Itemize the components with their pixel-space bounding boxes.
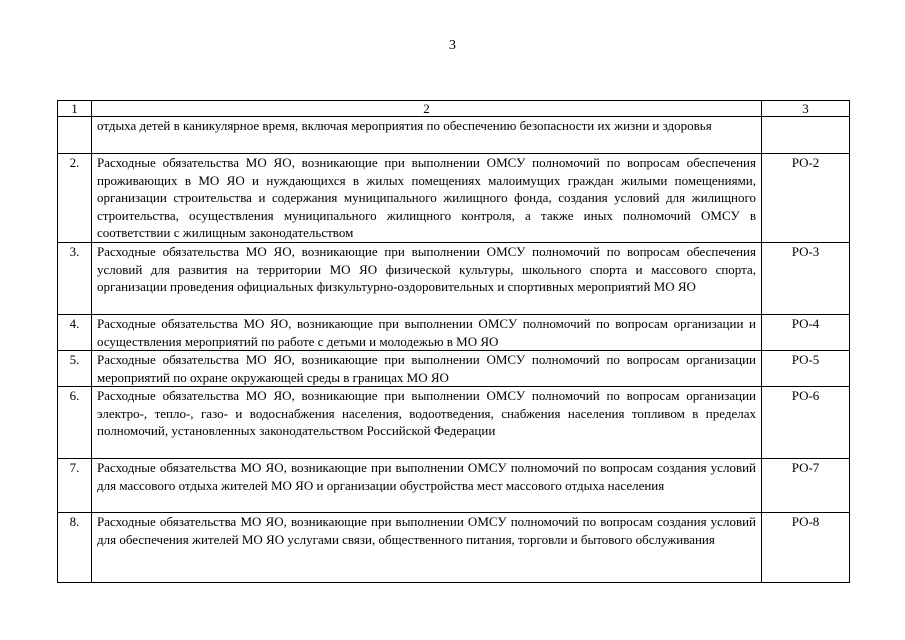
row-code bbox=[762, 117, 850, 154]
table-row bbox=[58, 117, 850, 154]
row-description: Расходные обязательства МО ЯО, возникающие при выполнении ОМСУ полномочий по вопросам создания условий для обеспечения жителей МО ЯО услугами связи, общественного питания, торговли и бытового обслуживания bbox=[92, 513, 762, 583]
row-number bbox=[58, 117, 92, 154]
row-description: отдыха детей в каникулярное время, включая мероприятия по обеспечению безопасности их жизни и здоровья bbox=[92, 117, 762, 154]
row-description: Расходные обязательства МО ЯО, возникающие при выполнении ОМСУ полномочий по вопросам организации электро-, тепло-, газо- и водоснабжения населения, водоотведения, снабжения населения топливом в пределах полномочий, установленных законодательством Российской Федерации bbox=[92, 387, 762, 459]
header-cell-description: 2 bbox=[92, 101, 762, 117]
row-description: Расходные обязательства МО ЯО, возникающие при выполнении ОМСУ полномочий по вопросам организации и осуществления мероприятий по работе с детьми и молодежью в МО ЯО bbox=[92, 315, 762, 351]
table-row bbox=[58, 351, 850, 387]
row-description: Расходные обязательства МО ЯО, возникающие при выполнении ОМСУ полномочий по вопросам создания условий для массового отдыха жителей МО ЯО и организации обустройства мест массового отдыха населения bbox=[92, 459, 762, 513]
row-code: РО-6 bbox=[762, 387, 850, 459]
row-code: РО-2 bbox=[762, 154, 850, 243]
table-row bbox=[58, 459, 850, 513]
header-cell-code: 3 bbox=[762, 101, 850, 117]
page-number: 3 bbox=[449, 38, 456, 53]
table-row bbox=[58, 315, 850, 351]
row-code: РО-3 bbox=[762, 243, 850, 315]
row-description: Расходные обязательства МО ЯО, возникающие при выполнении ОМСУ полномочий по вопросам обеспечения проживающих в МО ЯО и нуждающихся в жилых помещениях малоимущих граждан жилыми помещениями, организации строительства и содержания муниципального жилищного фонда, создания условий для жилищного строительства, осуществления муниципального жилищного контроля, а также иных полномочий ОМСУ в соответствии с жилищным законодательством bbox=[92, 154, 762, 243]
row-code: РО-8 bbox=[762, 513, 850, 583]
obligations-table bbox=[57, 100, 850, 583]
row-number: 5. bbox=[58, 351, 92, 387]
row-number: 8. bbox=[58, 513, 92, 583]
row-number: 6. bbox=[58, 387, 92, 459]
header-cell-number: 1 bbox=[58, 101, 92, 117]
table-row bbox=[58, 243, 850, 315]
row-number: 2. bbox=[58, 154, 92, 243]
table-row bbox=[58, 387, 850, 459]
row-description: Расходные обязательства МО ЯО, возникающие при выполнении ОМСУ полномочий по вопросам обеспечения условий для развития на территории МО ЯО физической культуры, школьного спорта и массового спорта, организации проведения официальных физкультурно-оздоровительных и спортивных мероприятий МО ЯО bbox=[92, 243, 762, 315]
table-row bbox=[58, 154, 850, 243]
row-code: РО-5 bbox=[762, 351, 850, 387]
row-description: Расходные обязательства МО ЯО, возникающие при выполнении ОМСУ полномочий по вопросам организации мероприятий по охране окружающей среды в границах МО ЯО bbox=[92, 351, 762, 387]
row-number: 7. bbox=[58, 459, 92, 513]
row-code: РО-4 bbox=[762, 315, 850, 351]
table-row bbox=[58, 513, 850, 583]
row-number: 3. bbox=[58, 243, 92, 315]
table-header-row bbox=[58, 101, 850, 117]
row-number: 4. bbox=[58, 315, 92, 351]
row-code: РО-7 bbox=[762, 459, 850, 513]
